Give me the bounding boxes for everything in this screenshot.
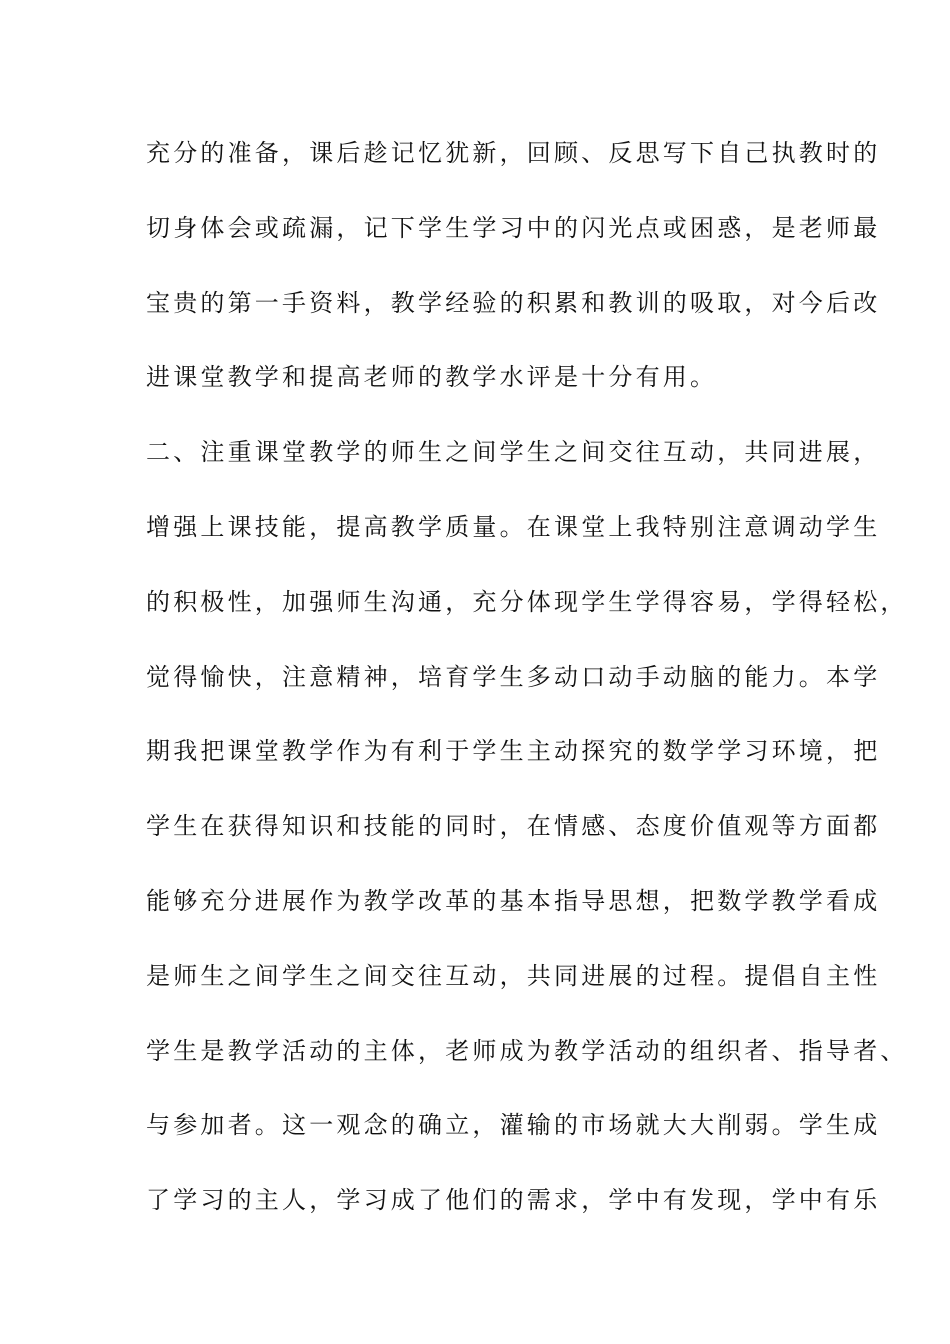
text-line: 充分的准备，课后趁记忆犹新，回顾、反思写下自己执教时的 <box>146 139 881 167</box>
text-line: 进课堂教学和提高老师的教学水评是十分有用。 <box>146 363 718 392</box>
text-line: 学生是教学活动的主体，老师成为教学活动的组织者、指导者、 <box>146 1036 908 1065</box>
body-text <box>146 130 908 1252</box>
section-heading-line: 二、注重课堂教学的师生之间学生之间交往互动，共同进展， <box>146 438 881 467</box>
text-line: 宝贵的第一手资料，教学经验的积累和教训的吸取，对今后改 <box>146 288 881 317</box>
text-line: 切身体会或疏漏，记下学生学习中的闪光点或困惑，是老师最 <box>146 213 881 242</box>
text-line: 与参加者。这一观念的确立，灌输的市场就大大削弱。学生成 <box>146 1111 881 1140</box>
text-line: 觉得愉快，注意精神，培育学生多动口动手动脑的能力。本学 <box>146 662 881 691</box>
text-line: 期我把课堂教学作为有利于学生主动探究的数学学习环境，把 <box>146 737 881 766</box>
text-line: 能够充分进展作为教学改革的基本指导思想，把数学教学看成 <box>146 886 881 915</box>
text-line: 学生在获得知识和技能的同时，在情感、态度价值观等方面都 <box>146 812 881 841</box>
text-line: 了学习的主人，学习成了他们的需求，学中有发现，学中有乐 <box>146 1186 881 1215</box>
text-line: 是师生之间学生之间交往互动，共同进展的过程。提倡自主性 <box>146 961 881 990</box>
text-line: 的积极性，加强师生沟通，充分体现学生学得容易，学得轻松， <box>146 587 908 616</box>
text-line: 增强上课技能，提高教学质量。在课堂上我特别注意调动学生 <box>146 512 881 541</box>
